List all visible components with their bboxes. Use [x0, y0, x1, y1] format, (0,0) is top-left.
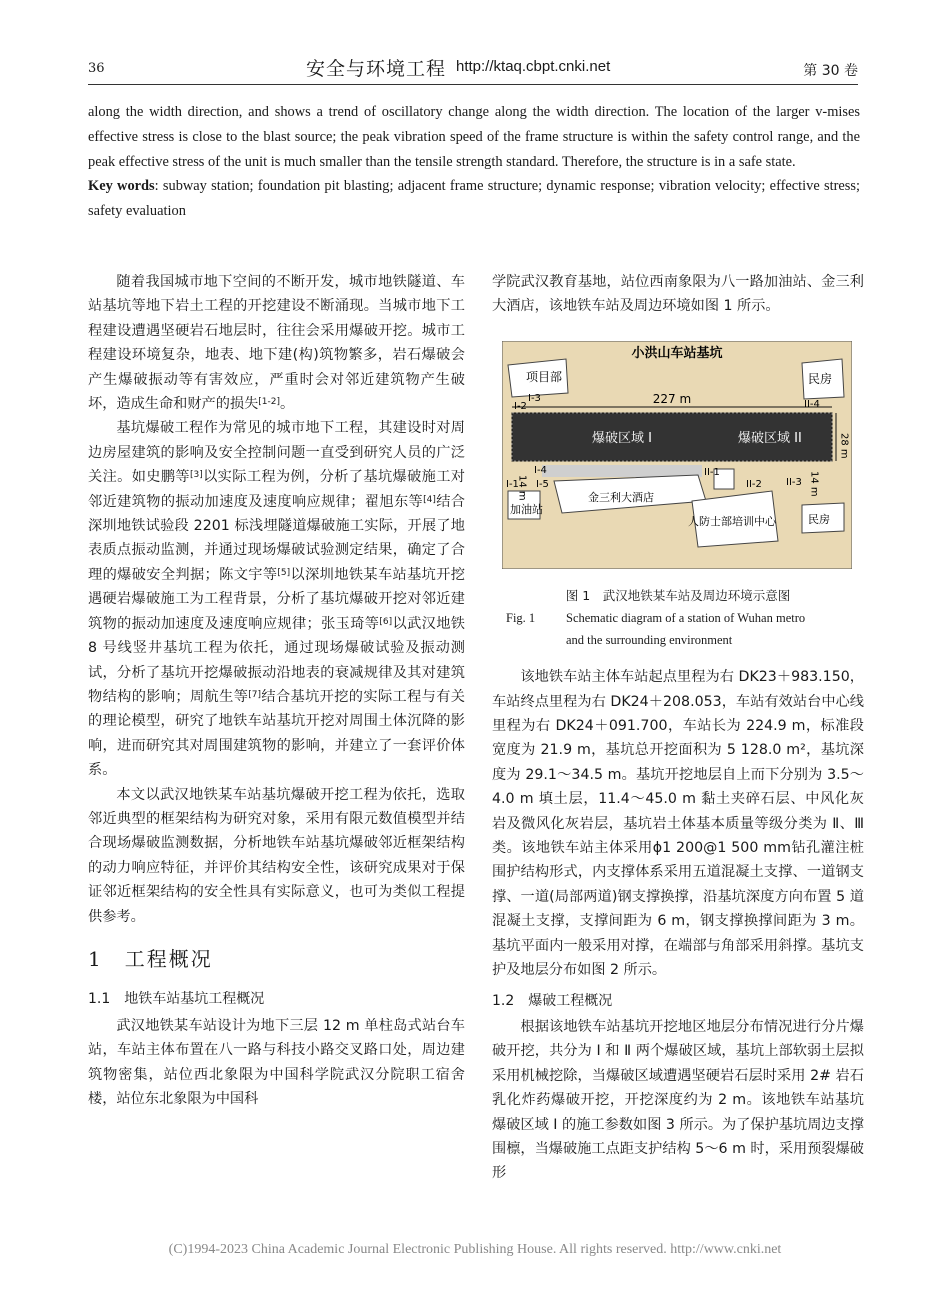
section-1-1-paragraph: 武汉地铁某车站设计为地下三层 12 m 单柱岛式站台车站，车站主体布置在八一路与科技小路交叉路口处，周边建筑物密集，站位西北象限为中国科学院武汉分院职工宿舍楼，站位东北象限为中国科	[88, 1017, 465, 1107]
subsection-heading	[88, 987, 465, 1011]
intro-p2-text: 以武汉地铁 8 号线竖井基坑工程为依托，通过现场爆破试验及振动测试，分析了基坑开挖爆破振动沿地表的衰减规律及其对建筑物结构的影响；周航生等	[88, 615, 465, 705]
left-column	[88, 270, 465, 1111]
section-number: 1	[88, 946, 103, 971]
site-map-diagram	[502, 341, 852, 569]
label-project-dept: 项目部	[526, 369, 563, 384]
figure-caption-cn: 图 1 武汉地铁某车站及周边环境示意图	[565, 588, 791, 604]
figure-caption-en	[492, 607, 864, 651]
label-point-I1: I-1	[506, 478, 519, 490]
label-dist-14m: 14 m	[516, 474, 528, 501]
intro-paragraph-1	[88, 270, 465, 416]
citation[interactable]: [1-2]	[258, 397, 280, 408]
intro-p2-text: 以实际工程为例，分析了基坑爆破施工对邻近建筑物的振动加速度及速度响应规律；翟旭东等	[88, 469, 465, 510]
intro-p1-end: 。	[280, 396, 295, 413]
intro-p2-text: 以深圳地铁某车站基坑开挖遇硬岩爆破施工为工程背景，分析了基坑爆破开挖对邻近建筑物的振动加速度及速度响应规律；张玉琦等	[88, 566, 465, 632]
intro-p1-text: 随着我国城市地下空间的不断开发，城市地铁隧道、车站基坑等地下岩土工程的开挖建设不断涌现。当城市地下工程建设遭遇坚硬岩石地层时，往往会采用爆破开挖。城市工程建设环境复杂，地表、地下建(构)筑物繁多，岩石爆破会产生爆破振动等有害效应，严重时会对邻近建筑物产生破坏，造成生命和财产的损失	[88, 274, 465, 413]
continued-paragraph: 学院武汉教育基地，站位西南象限为八一路加油站、金三利大酒店，该地铁车站及周边环境如图 1 所示。	[492, 274, 864, 315]
header-divider	[88, 84, 858, 85]
label-width: 28 m	[838, 432, 850, 459]
blasting-paragraph: 根据该地铁车站基坑开挖地区地层分布情况进行分片爆破开挖，共分为 Ⅰ 和 Ⅱ 两个爆破区域，基坑上部软弱土层拟采用机械挖除，当爆破区域遭遇坚硬岩石层时采用 2# 岩石乳化炸药爆破开挖，开挖深度约为 2 m。该地铁车站基坑爆破区域 Ⅰ 的施工参数如图 3 所示。为了保护基坑周边支撑围檩，当爆破施工点距支护结构 5～6 m 时，采用预裂爆破形	[492, 1018, 864, 1182]
station-details-paragraph: 该地铁车站主体车站起点里程为右 DK23＋983.150，车站终点里程为右 DK24＋208.053，车站有效站台中心线里程为右 DK24＋091.700，车站长为 224.9 m，标准段宽度为 21.9 m，基坑总开挖面积为 5 128.0 m²，基坑深度为 29.1～34.5 m。基坑开挖地层自上而下分别为 3.5～4.0 m 填土层，11.4～45.0 m 黏土夹碎石层、中风化灰岩及微风化灰岩层，基坑岩土体基本质量等级分类为 Ⅱ、Ⅲ 类。该地铁车站主体采用ϕ1 200@1 500 mm钻孔灌注桩围护结构形式，内支撑体系采用五道混凝土支撑、一道钢支撑、一道(局部两道)钢支撑换撑，沿基坑深度方向布置 5 道混凝土支撑，支撑间距为 6 m，钢支撑换撑间距为 3 m。基坑平面内一般采用对撑，在端部与角部采用斜撑。基坑支护及地层分布如图 2 所示。	[492, 669, 864, 979]
subsection-title: 爆破工程概况	[528, 992, 613, 1009]
figure-caption-en-label: Fig. 1	[506, 611, 536, 626]
right-column	[492, 270, 864, 1186]
section-title: 工程概况	[124, 946, 213, 971]
label-house-se: 民房	[808, 512, 830, 526]
figure-caption-en-line2: and the surrounding environment	[566, 633, 733, 648]
figure-title: 小洪山车站基坑	[631, 345, 723, 361]
label-point-I5: I-5	[536, 478, 549, 490]
label-length: 227 m	[652, 391, 692, 406]
label-point-I4: I-4	[534, 464, 547, 476]
label-training-center: 人防士部培训中心	[688, 514, 776, 528]
intro-p2-text: 结合基坑开挖的实际工程与有关的理论模型，研究了地铁车站基坑开挖对周围土体沉降的影响，进而研究其对周围建筑物的影响，并建立了一套评价体系。	[88, 688, 465, 779]
intro-paragraph-2	[88, 416, 465, 782]
label-point-I3: I-3	[528, 392, 541, 404]
journal-url[interactable]: http://ktaq.cbpt.cnki.net	[456, 58, 611, 75]
label-gas-station: 加油站	[510, 502, 543, 516]
citation[interactable]: [5]	[277, 567, 291, 578]
intro-p2-text: 结合深圳地铁试验段 2201 标浅埋隧道爆破施工实际，开展了地表质点振动监测，并通过现场爆破试验测定结果，确定了合理的爆破安全判据；陈文宇等	[88, 493, 465, 583]
keywords-line	[88, 174, 860, 224]
keywords-label: Key words	[88, 178, 155, 195]
citation[interactable]: [7]	[248, 689, 262, 700]
label-point-I2: I-2	[514, 400, 527, 412]
figure-caption-en-line1: Schematic diagram of a station of Wuhan metro	[566, 611, 806, 626]
label-zone-2: 爆破区域 II	[738, 430, 802, 446]
label-point-II3: II-3	[786, 476, 802, 488]
journal-title: 安全与环境工程	[306, 58, 447, 80]
intro-paragraph-3: 本文以武汉地铁某车站基坑爆破开挖工程为依托，选取邻近典型的框架结构为研究对象，采用有限元数值模型并结合现场爆破监测数据，分析地铁车站基坑爆破邻近框架结构的动力响应特征，并评价其结构安全性，该研究成果对于保证邻近框架结构的安全性具有实际意义，也可为类似工程提供参考。	[88, 786, 465, 925]
subsection-number: 1.1	[88, 991, 111, 1008]
subsection-number: 1.2	[492, 992, 515, 1009]
label-point-II2: II-2	[746, 478, 762, 490]
running-header	[88, 52, 858, 82]
road-strip	[542, 465, 702, 477]
volume-label: 第 30 卷	[803, 63, 858, 79]
abstract-text: along the width direction, and shows a trend of oscillatory change along the width direction. The location of the larger v-mises effective stress is close to the blast source; the peak vibration speed of the frame structure is within the safety control range, and the peak effective stress of the unit is much smaller than the tensile strength standard. Therefore, the structure is in a safe state.	[88, 104, 860, 170]
citation[interactable]: [6]	[379, 616, 393, 627]
label-point-II4: II-4	[804, 398, 820, 410]
keywords-list: : subway station; foundation pit blasting; adjacent frame structure; dynamic response; vibration velocity; effective stress; safety evaluation	[88, 178, 860, 220]
figure-1	[492, 319, 864, 651]
subsection-heading	[492, 989, 864, 1013]
page-number: 36	[88, 61, 105, 76]
label-dist-14m-b: 14 m	[808, 470, 820, 497]
citation[interactable]: [3]	[189, 470, 203, 481]
label-point-II1: II-1	[704, 466, 720, 478]
copyright-footer: (C)1994-2023 China Academic Journal Electronic Publishing House. All rights reserved. http://www.cnki.net	[168, 1242, 782, 1257]
subsection-title: 地铁车站基坑工程概况	[124, 991, 265, 1008]
label-house-ne: 民房	[808, 371, 833, 386]
section-heading	[88, 947, 465, 971]
intro-p2-text: 基坑爆破工程作为常见的城市地下工程，其建设时对周边房屋建筑的影响及安全控制问题一直受到研究人员的广泛关注。如史鹏等	[88, 420, 465, 486]
label-zone-1: 爆破区域 I	[592, 430, 652, 446]
citation[interactable]: [4]	[423, 494, 436, 505]
label-hotel: 金三利大酒店	[588, 490, 654, 504]
abstract-block	[88, 100, 860, 224]
